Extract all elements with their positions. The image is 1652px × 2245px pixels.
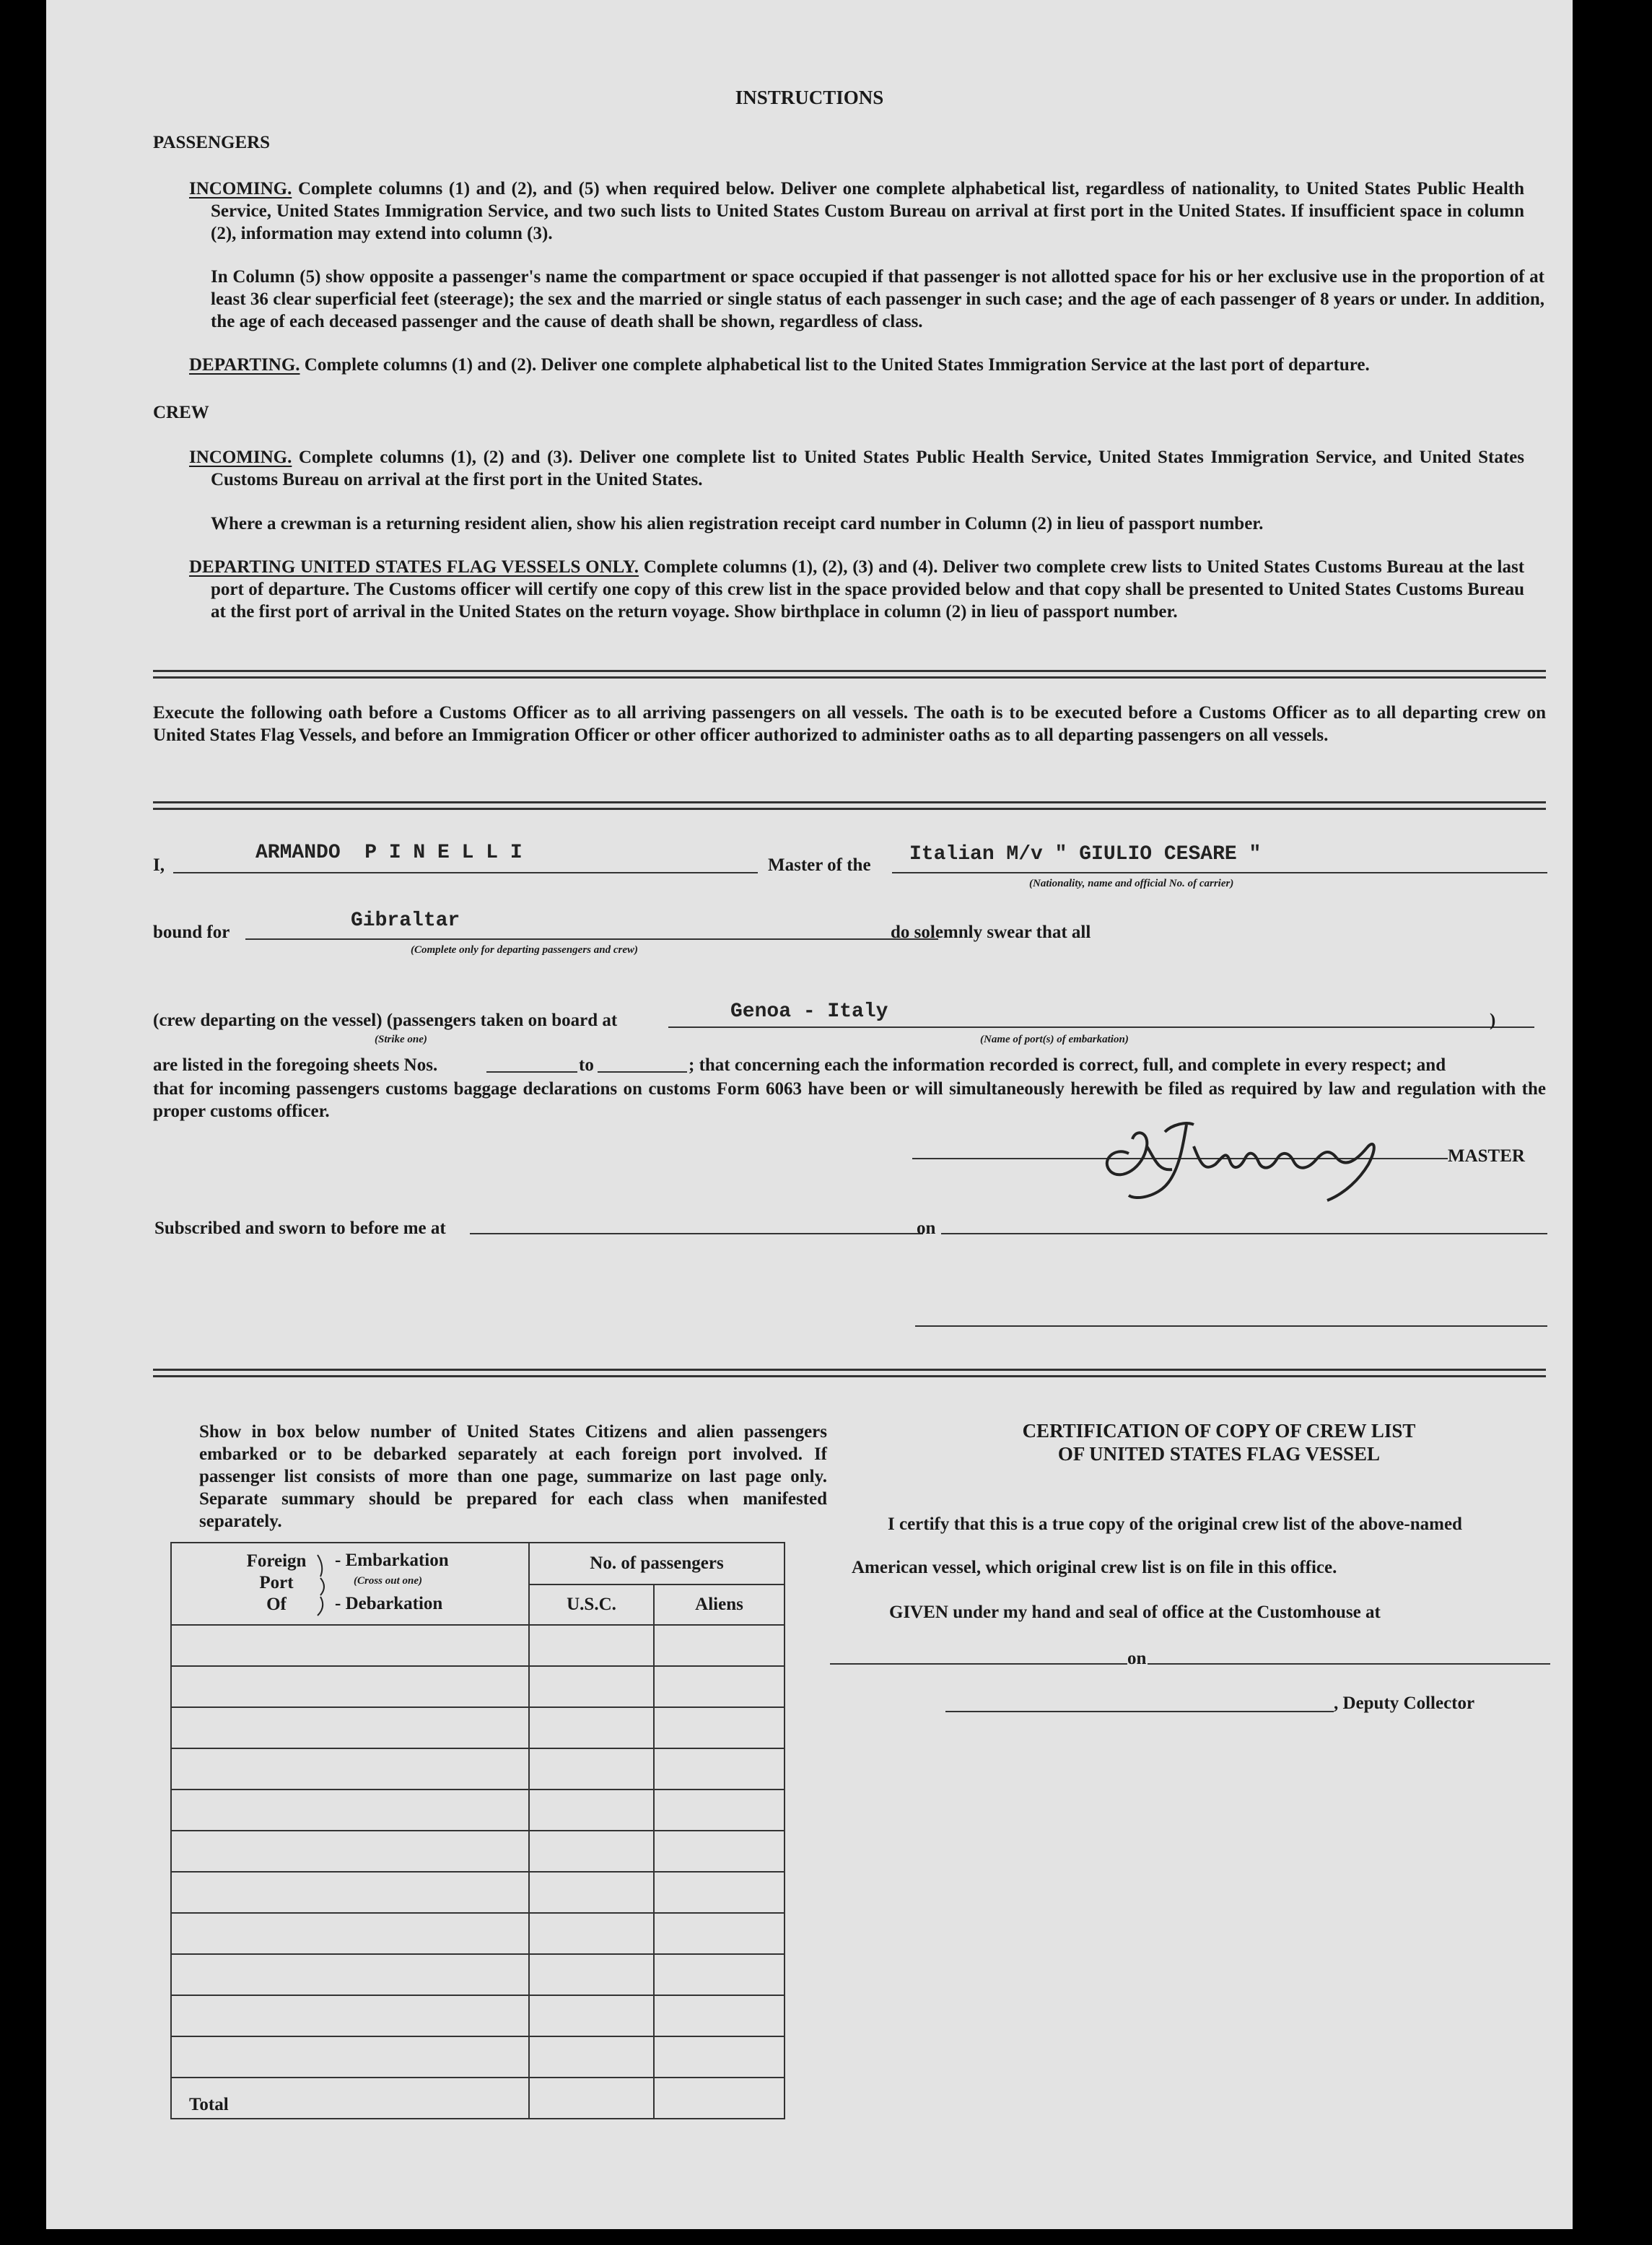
crew-departing-paragraph	[189, 556, 1524, 623]
embark-field-line	[668, 1026, 1534, 1028]
passengers-column5-text: In Column (5) show opposite a passenger's name the compartment or space occupied if that passenger is not allotted space for his or her exclusive use in the proportion of at least 36 clear superficial feet (steerage); the sex and the married or single status of each passenger in such case; and the age of each passenger of 8 years or under. In addition, the age of each deceased passenger and the cause of death shall be shown, regardless of class.	[211, 267, 1544, 331]
customhouse-line[interactable]	[830, 1663, 1127, 1665]
embark-value[interactable]: Genoa - Italy	[730, 1001, 888, 1023]
certification-title-line1: CERTIFICATION OF COPY OF CREW LIST	[1022, 1420, 1416, 1442]
name-field-line	[173, 872, 758, 873]
subscribed-place-line[interactable]	[470, 1233, 923, 1234]
passengers-incoming-paragraph	[189, 178, 1524, 245]
usc-header: U.S.C.	[529, 1584, 654, 1625]
total-row	[171, 2078, 785, 2119]
close-paren: )	[1490, 1011, 1496, 1030]
master-of-label: Master of the	[768, 855, 871, 875]
strike-caption: (Strike one)	[375, 1034, 427, 1045]
vessel-value[interactable]: Italian M/v " GIULIO CESARE "	[909, 843, 1262, 866]
section-divider	[153, 801, 1546, 810]
of-label: Of	[266, 1595, 287, 1614]
crew-departing-label: (crew departing on the vessel) (passengers taken on board at	[153, 1011, 618, 1030]
total-label: Total	[171, 2078, 529, 2119]
crew-incoming-paragraph	[189, 446, 1524, 491]
crew-resident-text: Where a crewman is a returning resident alien, show his alien registration receipt card number in Column (2) in lieu of passport number.	[211, 514, 1264, 533]
table-row	[171, 1954, 785, 1995]
section-divider	[153, 1369, 1546, 1377]
aliens-header: Aliens	[654, 1584, 785, 1625]
certification-title-line2: OF UNITED STATES FLAG VESSEL	[1057, 1443, 1381, 1465]
form-sheet	[46, 0, 1573, 2229]
master-signature	[1085, 1103, 1389, 1204]
embark-caption: (Name of port(s) of embarkation)	[980, 1034, 1129, 1045]
crew-incoming-label: INCOMING.	[189, 448, 292, 467]
swear-label: do solemnly swear that all	[891, 923, 1091, 942]
deputy-collector-label: , Deputy Collector	[1334, 1693, 1475, 1713]
vessel-caption: (Nationality, name and official No. of carrier)	[1029, 878, 1234, 889]
passengers-departing-text: Complete columns (1) and (2). Deliver one complete alphabetical list to the United States Immigration Service at the last port of departure.	[304, 355, 1370, 375]
table-row	[171, 1790, 785, 1831]
certify-on-label: on	[1127, 1649, 1147, 1668]
master-label: MASTER	[1448, 1146, 1525, 1166]
passenger-summary-table	[170, 1542, 785, 2119]
certify-date-line[interactable]	[1148, 1663, 1550, 1665]
table-row	[171, 1831, 785, 1872]
passengers-departing-label: DEPARTING.	[189, 355, 300, 375]
debarkation-label: - Debarkation	[335, 1594, 443, 1613]
subscribed-on-label: on	[917, 1219, 936, 1238]
listed-text-3: that for incoming passengers customs baggage declarations on customs Form 6063 have been or will simultaneously herewith be filed as required by law and regulation with the proper customs officer.	[153, 1079, 1546, 1121]
i-label: I,	[153, 855, 165, 875]
bound-for-value[interactable]: Gibraltar	[351, 910, 460, 932]
embarkation-label: - Embarkation	[335, 1551, 449, 1570]
table-row	[171, 1872, 785, 1913]
bound-for-label: bound for	[153, 923, 230, 942]
officer-signature-line[interactable]	[915, 1325, 1547, 1327]
cross-out-caption: (Cross out one)	[354, 1575, 423, 1587]
summary-instructions: Show in box below number of United States Citizens and alien passengers embarked or to be debarked separately at each foreign port involved. If passenger list consists of more than one page, summarize on last page only. Separate summary should be prepared for each class when manifested separately.	[199, 1422, 827, 1531]
table-row	[171, 1625, 785, 1666]
table-row	[171, 1913, 785, 1954]
passengers-departing-paragraph	[189, 354, 1546, 376]
crew-departing-label: DEPARTING UNITED STATES FLAG VESSELS ONLY.	[189, 557, 639, 577]
subscribed-date-line[interactable]	[941, 1233, 1547, 1234]
foreign-label: Foreign	[246, 1551, 307, 1571]
no-passengers-header: No. of passengers	[529, 1543, 785, 1584]
passengers-heading: PASSENGERS	[153, 133, 271, 152]
bound-for-field-line	[245, 938, 938, 940]
foreign-port-header	[171, 1543, 529, 1625]
passengers-incoming-text: Complete columns (1) and (2), and (5) when required below. Deliver one complete alphabetical list, regardless of nationality, to United States Public Health Service, United States Immigration Service, and two such lists to United States Custom Bureau on arrival at first port in the United States. If insufficient space in column (2), information may extend into column (3).	[211, 179, 1525, 243]
passengers-incoming-label: INCOMING.	[189, 179, 292, 199]
subscribed-label: Subscribed and sworn to before me at	[154, 1219, 446, 1238]
crew-incoming-text: Complete columns (1), (2) and (3). Deliver one complete list to United States Public Health Service, United States Immigration Service, and United States Customs Bureau on arrival at the first port in the United States.	[211, 448, 1525, 489]
table-row	[171, 1707, 785, 1748]
table-row	[171, 1666, 785, 1707]
certification-title	[876, 1419, 1562, 1465]
sheet-to-line[interactable]	[598, 1071, 687, 1073]
section-divider	[153, 670, 1546, 679]
sheet-from-line[interactable]	[486, 1071, 577, 1073]
instructions-title: INSTRUCTIONS	[735, 87, 884, 108]
certify-line3: GIVEN under my hand and seal of office at the Customhouse at	[889, 1603, 1381, 1622]
to-label: to	[579, 1055, 594, 1075]
oath-intro: Execute the following oath before a Customs Officer as to all arriving passengers on all vessels. The oath is to be executed before a Customs Officer as to all departing crew on United States Flag Vessels, and before an Immigration Officer or other officer authorized to administer oaths as to all departing passengers on all vessels.	[153, 703, 1546, 745]
table-row	[171, 1995, 785, 2036]
deputy-signature-line[interactable]	[945, 1711, 1334, 1712]
table-row	[171, 1748, 785, 1790]
certify-line1: I certify that this is a true copy of the original crew list of the above-named	[888, 1514, 1462, 1534]
crew-heading: CREW	[153, 403, 209, 422]
listed-text-1: are listed in the foregoing sheets Nos.	[153, 1055, 438, 1075]
master-name-value[interactable]: ARMANDO P I N E L L I	[255, 842, 523, 864]
vessel-field-line	[892, 872, 1547, 873]
bound-for-caption: (Complete only for departing passengers and crew)	[411, 944, 638, 956]
listed-text-2: ; that concerning each the information recorded is correct, full, and complete in every respect; and	[689, 1055, 1446, 1075]
certify-line2: American vessel, which original crew list is on file in this office.	[852, 1558, 1337, 1577]
port-label: Port	[259, 1573, 294, 1592]
table-row	[171, 2036, 785, 2078]
crew-departing-text: Complete columns (1), (2), (3) and (4). Deliver two complete crew lists to United States Customs Bureau at the last port of departure. The Customs officer will certify one copy of this crew list in the space provided below and that copy shall be presented to United States Customs Bureau at the first port of arrival in the United States on the return voyage. Show birthplace in column (2) in lieu of passport number.	[211, 557, 1525, 622]
